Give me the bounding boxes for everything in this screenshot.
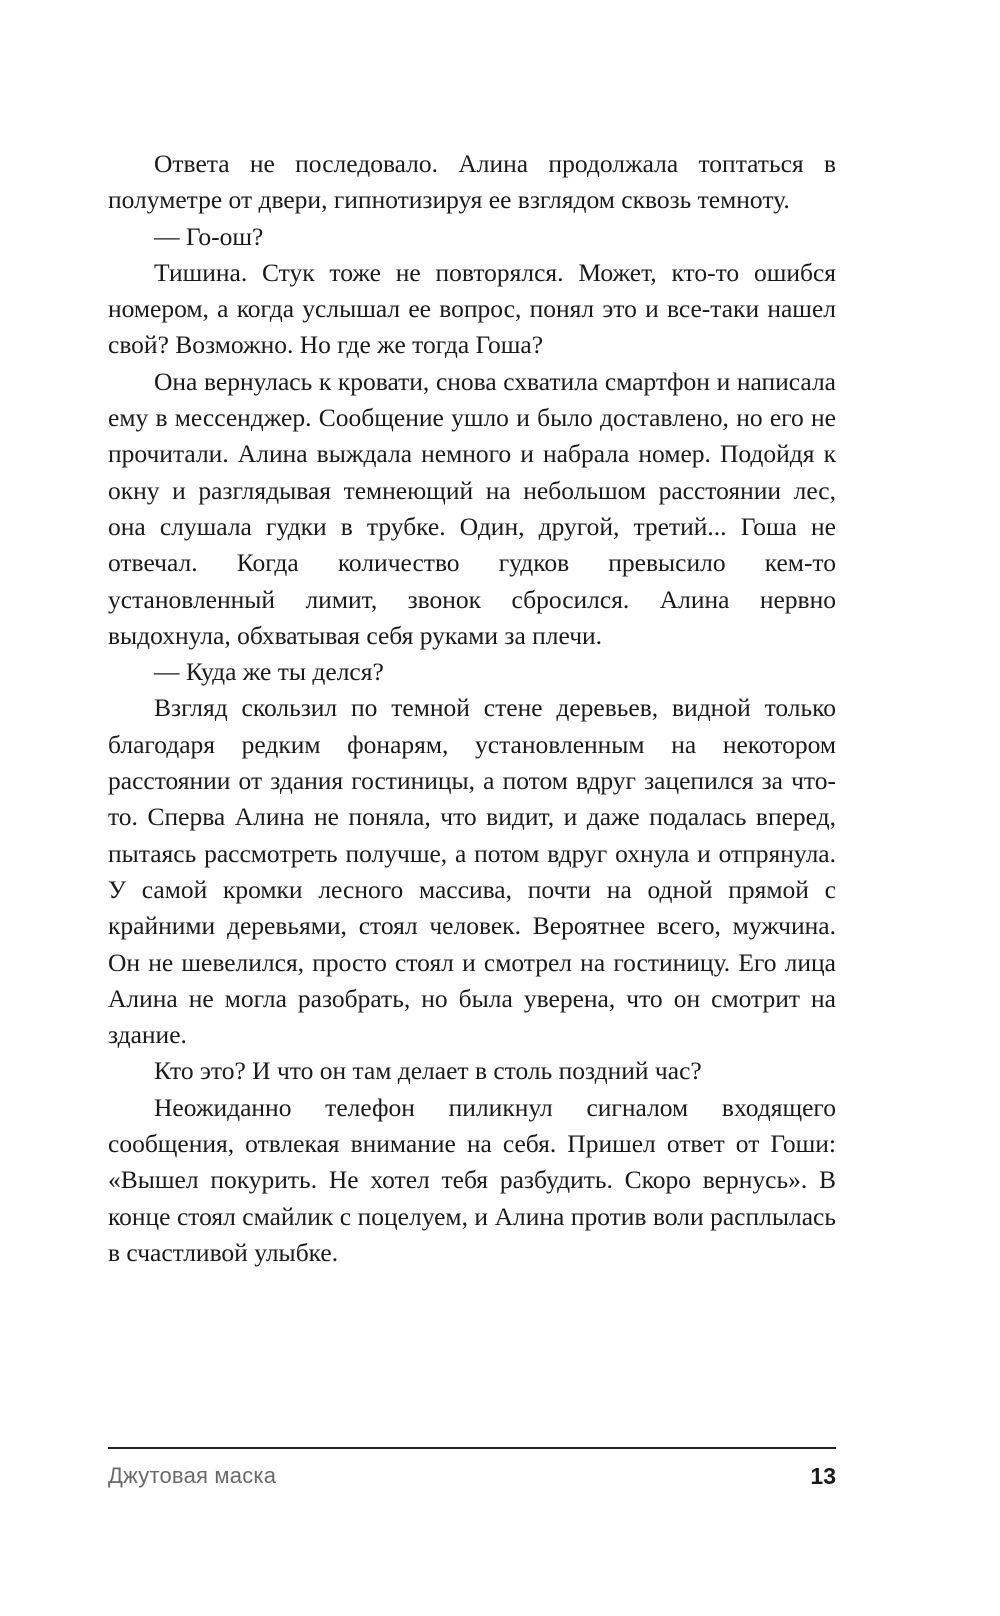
- paragraph-2-dialogue: — Го-ош?: [154, 221, 264, 251]
- footer-divider: [108, 1447, 836, 1449]
- page-footer: [108, 1456, 836, 1496]
- paragraph-3: Тишина. Стук тоже не повторялся. Может, кто-то ошибся номером, а когда услышал ее вопрос, понял это и все-таки нашел свой? Возможно. Но где же тогда Гоша?: [108, 257, 836, 360]
- page-body-text: [108, 146, 836, 1271]
- paragraph-7: Кто это? И что он там делает в столь поздний час?: [154, 1056, 702, 1086]
- paragraph-8: Неожиданно телефон пиликнул сигналом входящего сообщения, отвлекая внимание на себя. Пришел ответ от Гоши: «Вышел покурить. Не хотел тебя разбудить. Скоро вернусь». В конце стоял смайлик с поцелуем, и Алина против воли расплылась в счастливой улыбке.: [108, 1092, 836, 1267]
- page-number: 13: [810, 1462, 836, 1489]
- paragraph-1: Ответа не последовало. Алина продолжала топтаться в полуметре от двери, гипнотизируя ее взглядом сквозь темноту.: [108, 149, 836, 215]
- paragraph-5-dialogue: — Куда же ты делся?: [154, 657, 384, 687]
- paragraph-6: Взгляд скользил по темной стене деревьев, видной только благодаря редким фонарям, установленным на некотором расстоянии от здания гостиницы, а потом вдруг зацепился за что-то. Сперва Алина не поняла, что видит, и даже подалась вперед, пытаясь рассмотреть получше, а потом вдруг охнула и отпрянула. У самой кромки лесного массива, почти на одной прямой с крайними деревьями, стоял человек. Вероятнее всего, мужчина. Он не шевелился, просто стоял и смотрел на гостиницу. Его лица Алина не могла разобрать, но была уверена, что он смотрит на здание.: [108, 693, 836, 1050]
- running-title: Джутовая маска: [108, 1463, 277, 1488]
- paragraph-4: Она вернулась к кровати, снова схватила смартфон и написала ему в мессенджер. Сообщение ушло и было доставлено, но его не прочитали. Алина выждала немного и набрала номер. Подойдя к окну и разглядывая темнеющий на небольшом расстоянии лес, она слушала гудки в трубке. Один, другой, третий... Гоша не отвечал. Когда количество гудков превысило кем-то установленный лимит, звонок сбросился. Алина нервно выдохнула, обхватывая себя руками за плечи.: [108, 366, 836, 650]
